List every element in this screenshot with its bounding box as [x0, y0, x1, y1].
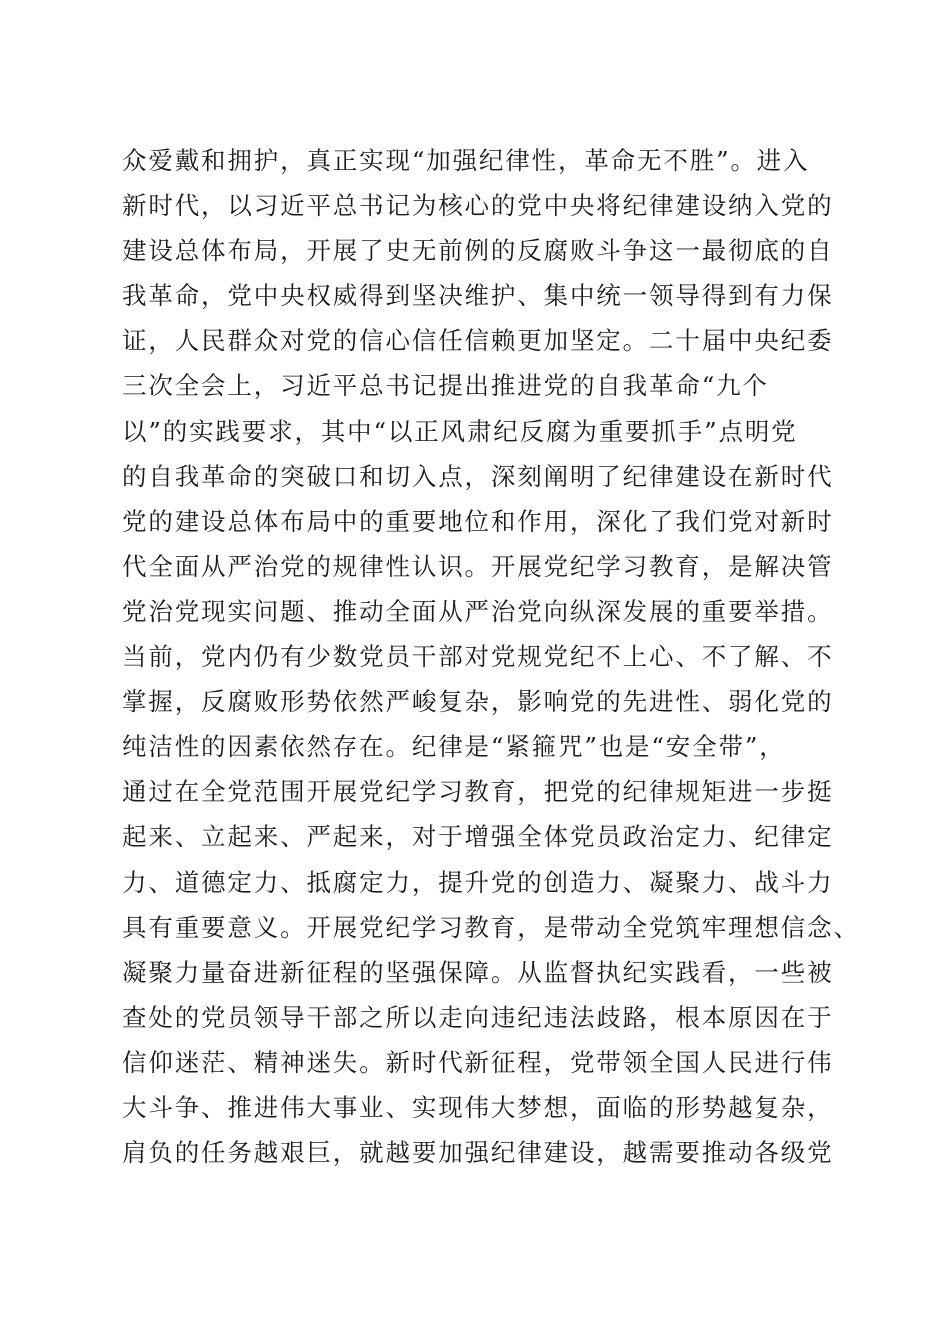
text-line: 以”的实践要求，其中“以正风肃纪反腐为重要抓手”点明党 — [122, 416, 798, 446]
text-line: 查处的党员领导干部之所以走向违纪违法歧路，根本原因在于 — [122, 1002, 834, 1032]
text-line: 通过在全党范围开展党纪学习教育，把党的纪律规矩进一步挺 — [122, 777, 834, 807]
text-line: 力、道德定力、抵腐定力，提升党的创造力、凝聚力、战斗力 — [122, 867, 834, 897]
text-line: 代全面从严治党的规律性认识。开展党纪学习教育，是解决管 — [122, 551, 834, 581]
text-line: 信仰迷茫、精神迷失。新时代新征程，党带领全国人民进行伟 — [122, 1047, 834, 1077]
text-line: 起来、立起来、严起来，对于增强全体党员政治定力、纪律定 — [122, 822, 834, 852]
text-line: 大斗争、推进伟大事业、实现伟大梦想，面临的形势越复杂， — [122, 1092, 834, 1122]
text-line: 具有重要意义。开展党纪学习教育，是带动全党筑牢理想信念、 — [122, 912, 860, 942]
text-line: 三次全会上，习近平总书记提出推进党的自我革命“九个 — [122, 371, 769, 401]
text-line: 证，人民群众对党的信心信任信赖更加坚定。二十届中央纪委 — [122, 326, 834, 356]
body-text — [122, 138, 860, 1175]
text-line: 当前，党内仍有少数党员干部对党规党纪不上心、不了解、不 — [122, 642, 834, 672]
text-line: 新时代，以习近平总书记为核心的党中央将纪律建设纳入党的 — [122, 191, 834, 221]
text-line: 的自我革命的突破口和切入点，深刻阐明了纪律建设在新时代 — [122, 461, 834, 491]
text-line: 掌握，反腐败形势依然严峻复杂，影响党的先进性、弱化党的 — [122, 687, 834, 717]
text-line: 凝聚力量奋进新征程的坚强保障。从监督执纪实践看，一些被 — [122, 957, 834, 987]
text-line: 党治党现实问题、推动全面从严治党向纵深发展的重要举措。 — [122, 596, 834, 626]
text-line: 党的建设总体布局中的重要地位和作用，深化了我们党对新时 — [122, 506, 834, 536]
text-line: 建设总体布局，开展了史无前例的反腐败斗争这一最彻底的自 — [122, 236, 834, 266]
text-line: 众爱戴和拥护，真正实现“加强纪律性，革命无不胜”。进入 — [122, 146, 810, 175]
text-line: 肩负的任务越艰巨，就越要加强纪律建设，越需要推动各级党 — [122, 1138, 834, 1168]
text-line: 我革命，党中央权威得到坚决维护、集中统一领导得到有力保 — [122, 281, 834, 311]
text-line: 纯洁性的因素依然存在。纪律是“紧箍咒”也是“安全带”， — [122, 732, 786, 762]
